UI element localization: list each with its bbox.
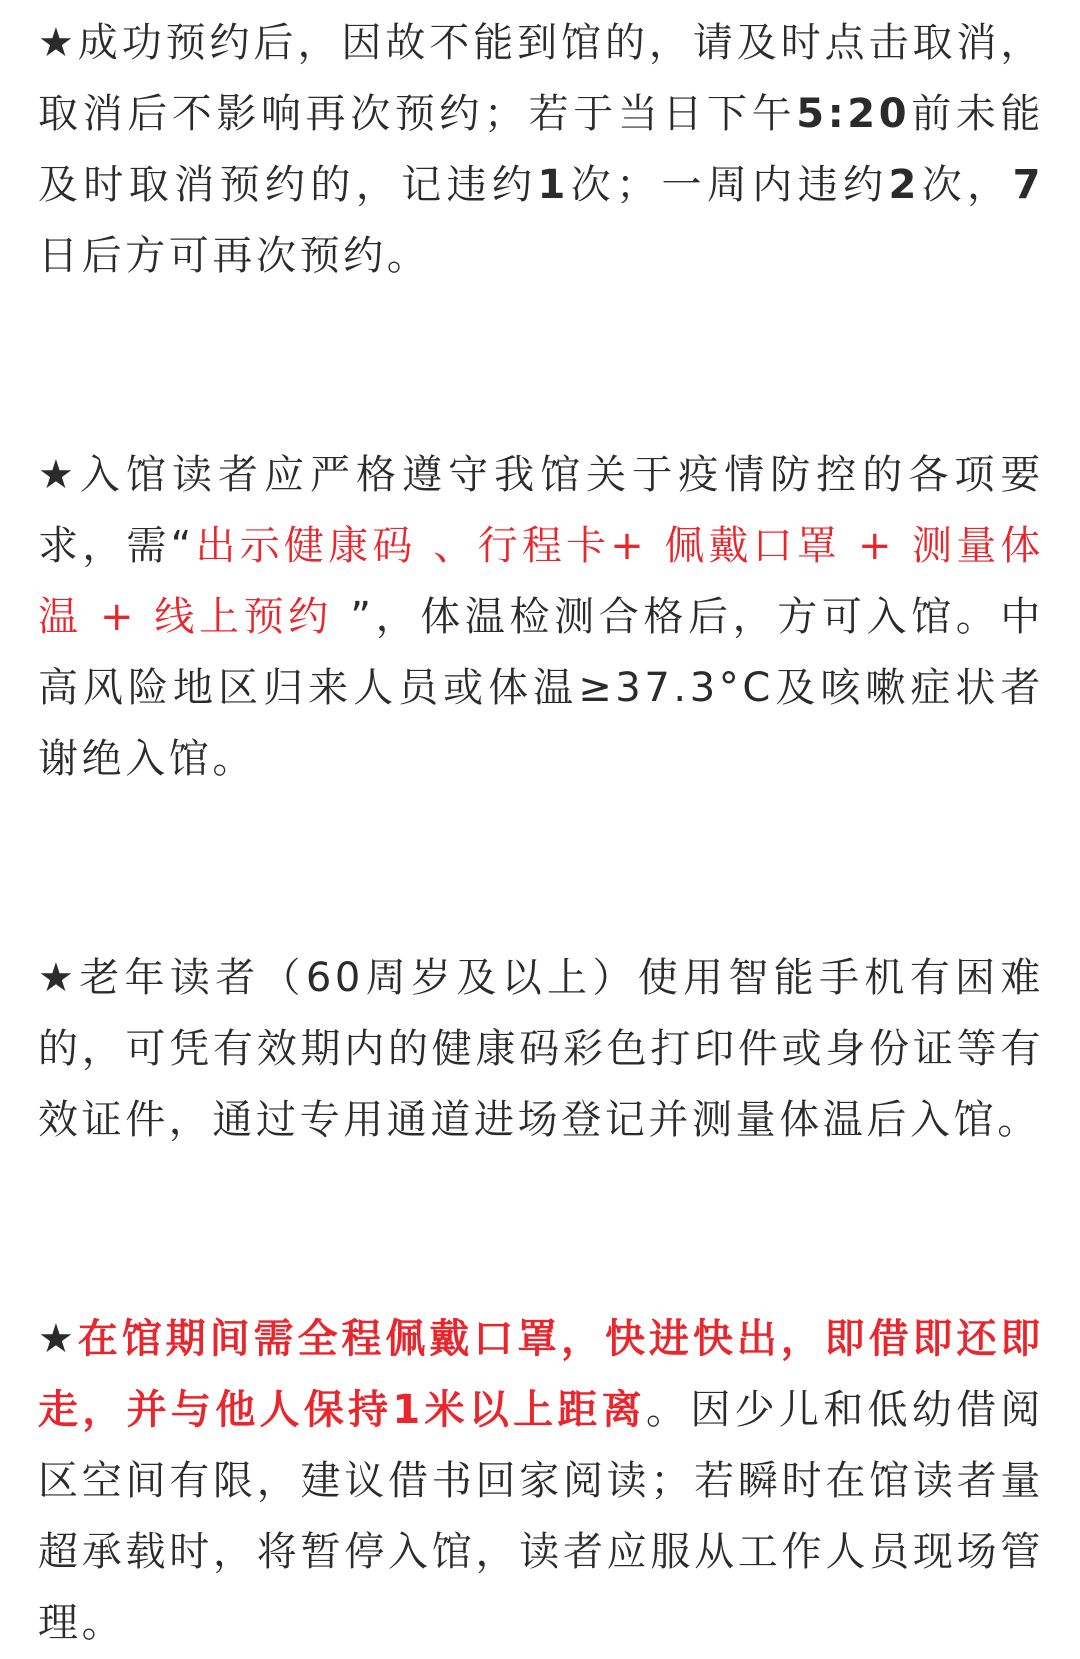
body-text: 。因少儿和低幼借阅区空间有限，建议借书回家阅读；若瞬时在馆读者量超承载时，将暂停入馆，读者应服从工作人员现场管理。 [38, 1387, 1045, 1646]
body-text: 2 [888, 162, 920, 208]
highlighted-text: 出示健康码 、行程卡+ 佩戴口罩 + 测量体温 + 线上预约 [38, 523, 1044, 640]
notice-paragraph-reservation [38, 8, 1044, 292]
body-text: 1 [537, 162, 569, 208]
body-text: 入馆读者应严格遵守我馆关于疫情防控的各项要求，需“ [38, 452, 1044, 569]
notice-paragraph-in-library-rules [38, 1304, 1044, 1659]
star-icon: ★ [38, 20, 78, 66]
star-icon: ★ [38, 452, 80, 498]
notice-paragraph-epidemic-control [38, 440, 1044, 795]
star-icon: ★ [38, 955, 80, 1001]
notice-paragraph-elderly-readers [38, 943, 1044, 1156]
highlighted-text: 在馆期间需全程佩戴口罩，快进快出，即借即还即走，并与他人保持1米以上距离 [38, 1316, 1044, 1433]
body-text: 5:20 [796, 91, 911, 137]
body-text: 次；一周内违约 [568, 162, 889, 208]
body-text: 前未能及时取消预约的，记违约 [38, 91, 1044, 208]
body-text: 日后方可再次预约。 [38, 233, 431, 279]
body-text: 次， [919, 162, 1013, 208]
body-text: 7 [1012, 162, 1045, 208]
body-text: 老年读者（60周岁及以上）使用智能手机有困难的，可凭有效期内的健康码彩色打印件或身份证等有效证件，通过专用通道进场登记并测量体温后入馆。 [38, 955, 1044, 1143]
body-text: ”，体温检测合格后，方可入馆。中高风险地区归来人员或体温≥37.3°C及咳嗽症状者谢绝入馆。 [38, 594, 1044, 782]
body-text: 成功预约后，因故不能到馆的，请及时点击取消，取消后不影响再次预约；若于当日下午 [38, 20, 1044, 137]
star-icon: ★ [38, 1316, 78, 1362]
notice-content [38, 8, 1044, 1659]
